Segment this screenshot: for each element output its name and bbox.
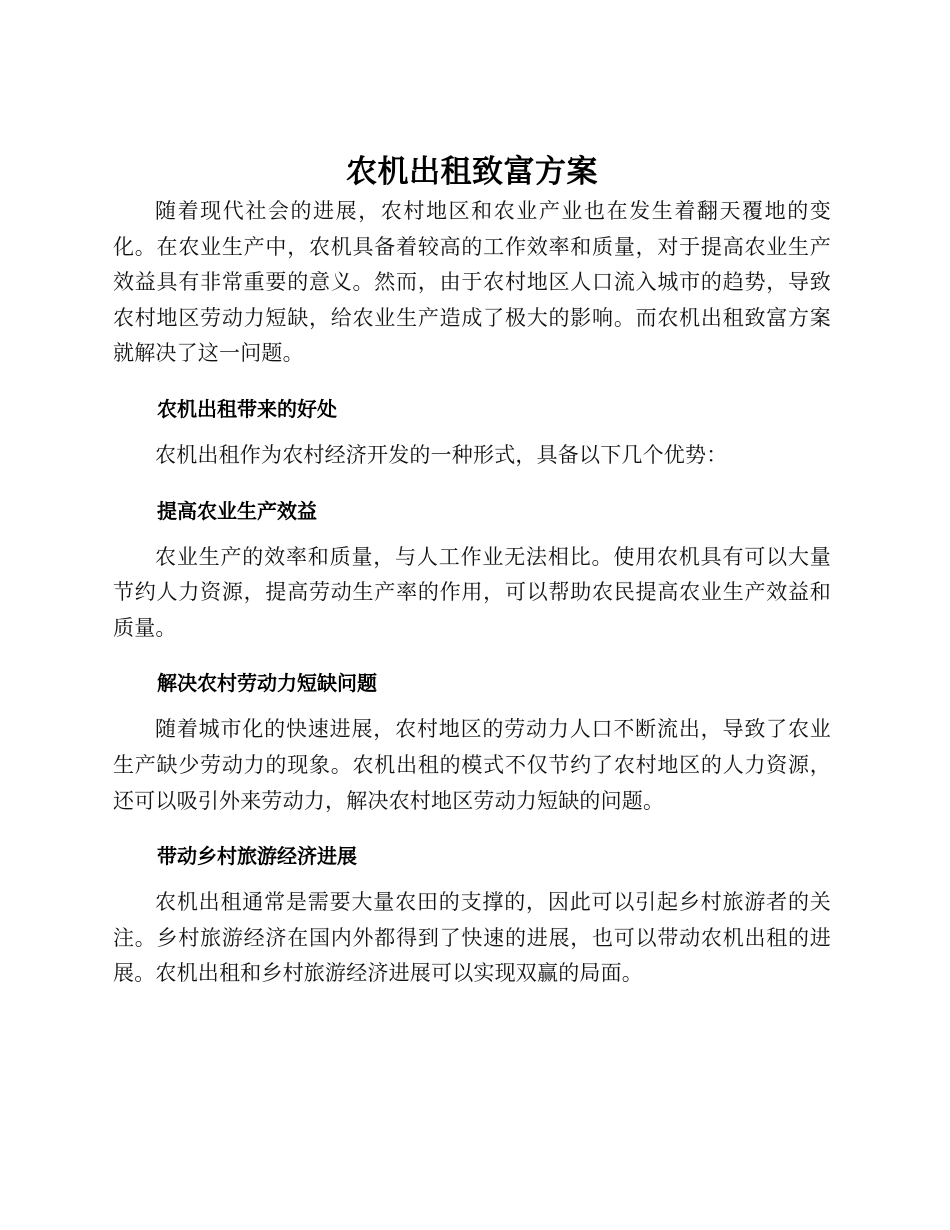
document-body (113, 150, 831, 992)
intro-paragraph: 随着现代社会的进展，农村地区和农业产业也在发生着翻天覆地的变化。在农业生产中，农机具备着较高的工作效率和质量，对于提高农业生产效益具有非常重要的意义。然而，由于农村地区人口流入城市的趋势，导致农村地区劳动力短缺，给农业生产造成了极大的影响。而农机出租致富方案就解决了这一问题。 (113, 199, 831, 366)
section-heading-labor-shortage: 解决农村劳动力短缺问题 (157, 671, 377, 696)
section-heading-efficiency: 提高农业生产效益 (157, 498, 317, 523)
section-paragraph-efficiency: 农业生产的效率和质量，与人工作业无法相比。使用农机具有可以大量节约人力资源，提高劳动生产率的作用，可以帮助农民提高农业生产效益和质量。 (113, 544, 831, 640)
section-heading-benefits: 农机出租带来的好处 (157, 396, 337, 421)
section-paragraph-benefits: 农机出租作为农村经济开发的一种形式，具备以下几个优势： (155, 442, 728, 467)
section-paragraph-rural-tourism: 农机出租通常是需要大量农田的支撑的，因此可以引起乡村旅游者的关注。乡村旅游经济在国内外都得到了快速的进展，也可以带动农机出租的进展。农机出租和乡村旅游经济进展可以实现双赢的局面。 (113, 890, 831, 986)
document-title: 农机出租致富方案 (346, 154, 598, 190)
section-paragraph-labor-shortage: 随着城市化的快速进展，农村地区的劳动力人口不断流出，导致了农业生产缺少劳动力的现象。农机出租的模式不仅节约了农村地区的人力资源，还可以吸引外来劳动力，解决农村地区劳动力短缺的问题。 (113, 717, 831, 813)
section-heading-rural-tourism: 带动乡村旅游经济进展 (157, 844, 357, 869)
